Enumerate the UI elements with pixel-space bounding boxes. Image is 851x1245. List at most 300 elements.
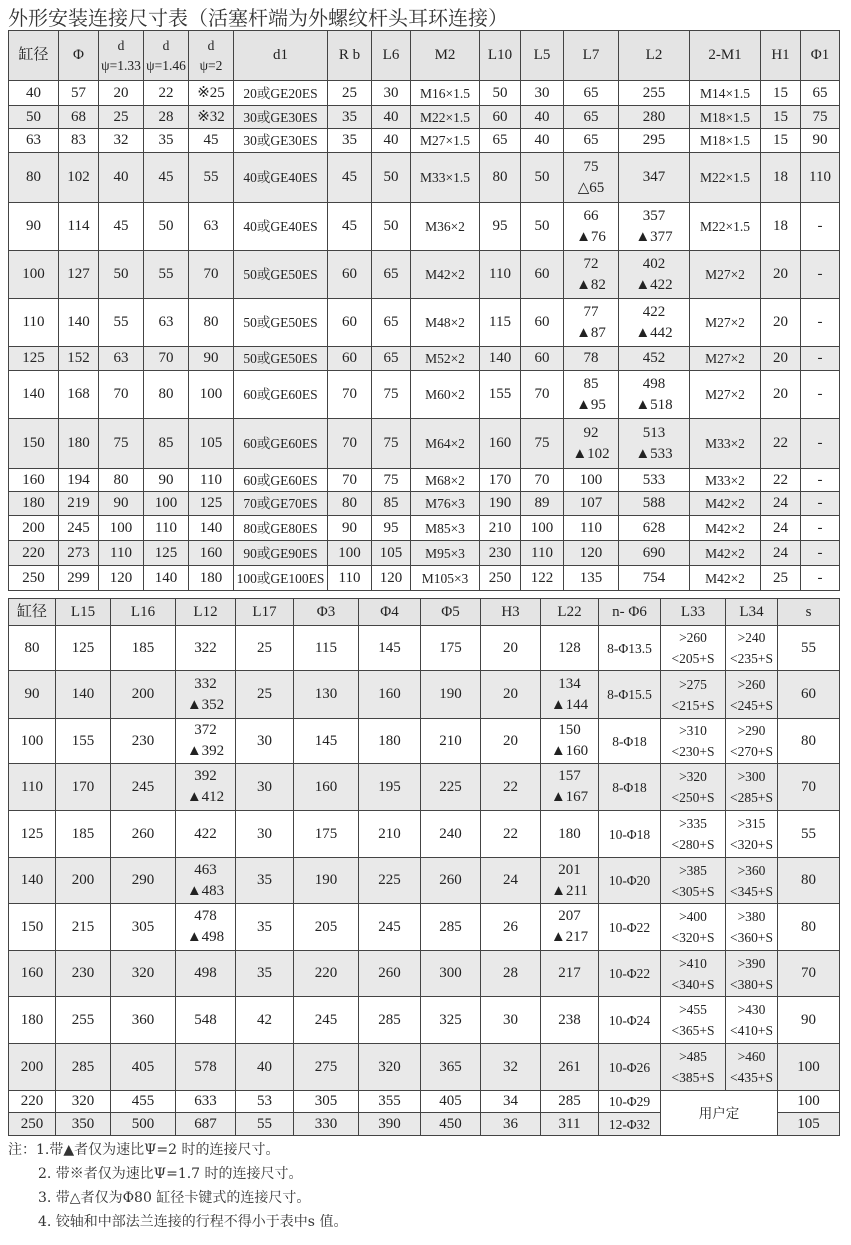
- table-cell: 140: [56, 671, 111, 719]
- table-cell: 40或GE40ES: [234, 153, 328, 203]
- table-cell: 28: [481, 951, 541, 997]
- table-cell: 194: [59, 469, 99, 492]
- table-cell: 8-Φ18: [599, 764, 661, 811]
- table-cell: 320: [56, 1091, 111, 1113]
- table-cell: 90: [328, 516, 372, 541]
- table-row: [9, 719, 840, 764]
- table-cell: 125: [9, 811, 56, 858]
- table-cell: >260 <205+S: [661, 626, 726, 671]
- column-header: L12: [176, 599, 236, 626]
- table-cell: >410 <340+S: [661, 951, 726, 997]
- table-cell: 285: [421, 904, 481, 951]
- table-cell: 85 ▲95: [564, 371, 619, 419]
- table-cell: 160: [9, 951, 56, 997]
- table-cell: 220: [9, 1091, 56, 1113]
- table-cell: 422: [176, 811, 236, 858]
- table-cell: >320 <250+S: [661, 764, 726, 811]
- table-cell: 57: [59, 81, 99, 106]
- table-cell: 10-Φ22: [599, 951, 661, 997]
- table-cell: 355: [359, 1091, 421, 1113]
- table-cell: 578: [176, 1044, 236, 1091]
- table-cell: 230: [111, 719, 176, 764]
- table-cell: 185: [56, 811, 111, 858]
- table-cell: 455: [111, 1091, 176, 1113]
- table-cell: 60: [480, 106, 521, 129]
- table-cell: 478 ▲498: [176, 904, 236, 951]
- table-cell: 60: [328, 347, 372, 371]
- table-cell: 25: [99, 106, 144, 129]
- table-cell: 372 ▲392: [176, 719, 236, 764]
- table-cell: 50或GE50ES: [234, 251, 328, 299]
- table-row: [9, 1044, 840, 1091]
- table-cell: >485 <385+S: [661, 1044, 726, 1091]
- table-cell: 68: [59, 106, 99, 129]
- table-cell: 175: [294, 811, 359, 858]
- column-header: M2: [411, 31, 480, 81]
- table-cell: 22: [761, 469, 801, 492]
- table-cell: 100: [778, 1091, 840, 1113]
- table-cell: 60: [521, 299, 564, 347]
- column-header: L22: [541, 599, 599, 626]
- table-cell: M27×1.5: [411, 129, 480, 153]
- table-cell: 60: [521, 347, 564, 371]
- table-cell: M33×2: [690, 419, 761, 469]
- table-cell: 70: [521, 371, 564, 419]
- table-cell: 240: [421, 811, 481, 858]
- table-cell: 250: [480, 566, 521, 591]
- table-cell: 77 ▲87: [564, 299, 619, 347]
- table-cell: 127: [59, 251, 99, 299]
- table-cell: 60: [521, 251, 564, 299]
- table-cell: 18: [761, 203, 801, 251]
- table-cell: 15: [761, 81, 801, 106]
- table-cell: -: [801, 541, 840, 566]
- table-cell: 110: [144, 516, 189, 541]
- table-cell: 205: [294, 904, 359, 951]
- table-cell: 55: [778, 811, 840, 858]
- table-cell: 422 ▲442: [619, 299, 690, 347]
- table-cell: 50: [521, 203, 564, 251]
- table-cell: 10-Φ22: [599, 904, 661, 951]
- table-cell: 305: [111, 904, 176, 951]
- table-cell: 122: [521, 566, 564, 591]
- column-header: Φ1: [801, 31, 840, 81]
- table-cell: 110: [99, 541, 144, 566]
- table-cell: 60或GE60ES: [234, 419, 328, 469]
- table-cell: 95: [372, 516, 411, 541]
- table-cell: 160: [294, 764, 359, 811]
- table-row: [9, 492, 840, 516]
- table-cell: 260: [111, 811, 176, 858]
- table-cell: 120: [564, 541, 619, 566]
- table-cell: 50: [372, 203, 411, 251]
- table-row: [9, 299, 840, 347]
- table-cell: 50: [372, 153, 411, 203]
- table-cell: >460 <435+S: [726, 1044, 778, 1091]
- table-cell: 70: [99, 371, 144, 419]
- column-header: d ψ=2: [189, 31, 234, 81]
- table-cell: 145: [294, 719, 359, 764]
- table-cell: >360 <345+S: [726, 858, 778, 904]
- table-cell: 150: [9, 419, 59, 469]
- table-cell: -: [801, 469, 840, 492]
- table-cell: 35: [328, 129, 372, 153]
- table-cell: 107: [564, 492, 619, 516]
- table-cell: 70: [778, 951, 840, 997]
- column-header: d1: [234, 31, 328, 81]
- table-cell: >400 <320+S: [661, 904, 726, 951]
- table-row: [9, 419, 840, 469]
- table-cell: 690: [619, 541, 690, 566]
- table-cell: 115: [480, 299, 521, 347]
- table-cell: 22: [481, 811, 541, 858]
- table-cell: 65: [480, 129, 521, 153]
- table-cell: -: [801, 371, 840, 419]
- table-cell: 320: [111, 951, 176, 997]
- column-header: R b: [328, 31, 372, 81]
- table-cell: 60或GE60ES: [234, 371, 328, 419]
- table-cell: 225: [359, 858, 421, 904]
- table-cell: 160: [480, 419, 521, 469]
- table-cell: 20: [99, 81, 144, 106]
- column-header: H3: [481, 599, 541, 626]
- table-row: [9, 1091, 840, 1113]
- table-cell: 83: [59, 129, 99, 153]
- table-cell: 125: [56, 626, 111, 671]
- table-cell: 210: [480, 516, 521, 541]
- table-cell: 452: [619, 347, 690, 371]
- table-cell: 200: [111, 671, 176, 719]
- table-row: [9, 858, 840, 904]
- table-cell: >300 <285+S: [726, 764, 778, 811]
- table-cell: 125: [9, 347, 59, 371]
- table-row: [9, 347, 840, 371]
- column-header: L15: [56, 599, 111, 626]
- table-cell: 45: [328, 203, 372, 251]
- table-cell: 105: [372, 541, 411, 566]
- table-cell: 20: [481, 719, 541, 764]
- table-cell: M22×1.5: [411, 106, 480, 129]
- table-row: [9, 997, 840, 1044]
- table-cell: 110: [328, 566, 372, 591]
- table-cell: 325: [421, 997, 481, 1044]
- table-cell: 160: [359, 671, 421, 719]
- table-cell: 140: [9, 371, 59, 419]
- table-cell: 207 ▲217: [541, 904, 599, 951]
- table-cell: 295: [619, 129, 690, 153]
- table-cell: 75: [801, 106, 840, 129]
- table-cell: 15: [761, 129, 801, 153]
- column-header: Φ3: [294, 599, 359, 626]
- table-cell: 72 ▲82: [564, 251, 619, 299]
- column-header: Φ4: [359, 599, 421, 626]
- table-cell: 60或GE60ES: [234, 469, 328, 492]
- table-cell: 75: [372, 371, 411, 419]
- table-cell: 用户定: [661, 1091, 778, 1136]
- table-cell: 20: [481, 626, 541, 671]
- table-row: [9, 81, 840, 106]
- table-cell: 55: [189, 153, 234, 203]
- table-cell: 100或GE100ES: [234, 566, 328, 591]
- table-cell: M36×2: [411, 203, 480, 251]
- table-cell: 260: [359, 951, 421, 997]
- table-cell: 24: [481, 858, 541, 904]
- table-cell: 45: [99, 203, 144, 251]
- table-cell: 130: [294, 671, 359, 719]
- table-cell: 100: [9, 251, 59, 299]
- table-cell: 150 ▲160: [541, 719, 599, 764]
- table-row: [9, 541, 840, 566]
- column-header: L5: [521, 31, 564, 81]
- table-cell: 390: [359, 1113, 421, 1136]
- table-cell: 145: [359, 626, 421, 671]
- table-cell: 152: [59, 347, 99, 371]
- table-cell: 175: [421, 626, 481, 671]
- table-cell: 180: [9, 997, 56, 1044]
- table-cell: 35: [144, 129, 189, 153]
- table-cell: 90: [801, 129, 840, 153]
- table-cell: 80: [189, 299, 234, 347]
- table-cell: M42×2: [690, 541, 761, 566]
- table-cell: 20: [761, 251, 801, 299]
- table-cell: 30: [236, 811, 294, 858]
- table-cell: 50或GE50ES: [234, 299, 328, 347]
- table-cell: 10-Φ18: [599, 811, 661, 858]
- table-cell: 360: [111, 997, 176, 1044]
- table-cell: >275 <215+S: [661, 671, 726, 719]
- table-cell: 80或GE80ES: [234, 516, 328, 541]
- table-cell: 450: [421, 1113, 481, 1136]
- table-cell: 53: [236, 1091, 294, 1113]
- table-cell: 285: [359, 997, 421, 1044]
- table-cell: 55: [236, 1113, 294, 1136]
- table-cell: 50: [99, 251, 144, 299]
- table-cell: 100: [328, 541, 372, 566]
- table-cell: 285: [56, 1044, 111, 1091]
- table-cell: ※25: [189, 81, 234, 106]
- table-cell: 110: [521, 541, 564, 566]
- table-cell: >385 <305+S: [661, 858, 726, 904]
- table-cell: 75: [372, 469, 411, 492]
- table-cell: 25: [236, 671, 294, 719]
- table-cell: M27×2: [690, 251, 761, 299]
- table-cell: M14×1.5: [690, 81, 761, 106]
- table-cell: 100: [778, 1044, 840, 1091]
- table-cell: 50: [480, 81, 521, 106]
- table-cell: >290 <270+S: [726, 719, 778, 764]
- table-cell: 299: [59, 566, 99, 591]
- column-header: d ψ=1.46: [144, 31, 189, 81]
- table-cell: 128: [541, 626, 599, 671]
- table-cell: 628: [619, 516, 690, 541]
- table-cell: M22×1.5: [690, 153, 761, 203]
- table-cell: 30或GE30ES: [234, 129, 328, 153]
- table-cell: 34: [481, 1091, 541, 1113]
- table-cell: 150: [9, 904, 56, 951]
- table-cell: 290: [111, 858, 176, 904]
- table-cell: 30: [236, 719, 294, 764]
- table-cell: 63: [189, 203, 234, 251]
- table-cell: 245: [294, 997, 359, 1044]
- table-cell: 140: [59, 299, 99, 347]
- table-cell: 40: [99, 153, 144, 203]
- table-cell: 45: [328, 153, 372, 203]
- header-row: [9, 31, 840, 81]
- table-cell: 92 ▲102: [564, 419, 619, 469]
- table-cell: 40: [521, 106, 564, 129]
- column-header: L33: [661, 599, 726, 626]
- table-cell: 402 ▲422: [619, 251, 690, 299]
- table-cell: 18: [761, 153, 801, 203]
- table-cell: 405: [421, 1091, 481, 1113]
- table-cell: 245: [359, 904, 421, 951]
- table-cell: M52×2: [411, 347, 480, 371]
- table-cell: 45: [144, 153, 189, 203]
- table-cell: 90: [778, 997, 840, 1044]
- table-cell: 65: [564, 106, 619, 129]
- table-cell: -: [801, 516, 840, 541]
- table-cell: 300: [421, 951, 481, 997]
- table-cell: 157 ▲167: [541, 764, 599, 811]
- table-cell: 89: [521, 492, 564, 516]
- table-cell: 32: [99, 129, 144, 153]
- table-cell: 24: [761, 541, 801, 566]
- table-cell: 95: [480, 203, 521, 251]
- table-cell: M48×2: [411, 299, 480, 347]
- table-cell: 8-Φ18: [599, 719, 661, 764]
- table-cell: 70: [778, 764, 840, 811]
- table-cell: 190: [421, 671, 481, 719]
- table-cell: M76×3: [411, 492, 480, 516]
- table-cell: 463 ▲483: [176, 858, 236, 904]
- table-cell: M42×2: [690, 492, 761, 516]
- column-header: L10: [480, 31, 521, 81]
- table-cell: 588: [619, 492, 690, 516]
- table-cell: 405: [111, 1044, 176, 1091]
- page-title: 外形安装连接尺寸表（活塞杆端为外螺纹杆头耳环连接）: [8, 6, 508, 30]
- table-cell: 90: [189, 347, 234, 371]
- table-cell: 100: [189, 371, 234, 419]
- table-row: [9, 153, 840, 203]
- table-cell: 35: [236, 858, 294, 904]
- table-cell: 170: [56, 764, 111, 811]
- table-cell: >455 <365+S: [661, 997, 726, 1044]
- table-cell: 347: [619, 153, 690, 203]
- table-cell: 75: [372, 419, 411, 469]
- table-cell: 498: [176, 951, 236, 997]
- table-cell: 90: [144, 469, 189, 492]
- column-header: L7: [564, 31, 619, 81]
- table-cell: 75 △65: [564, 153, 619, 203]
- table-cell: 80: [9, 153, 59, 203]
- note-2: 2. 带※者仅为速比Ψ=1.7 时的连接尺寸。: [38, 1166, 303, 1182]
- table-cell: 140: [144, 566, 189, 591]
- table-row: [9, 811, 840, 858]
- table-cell: 332 ▲352: [176, 671, 236, 719]
- table-cell: M95×3: [411, 541, 480, 566]
- table-cell: 273: [59, 541, 99, 566]
- table-cell: 80: [328, 492, 372, 516]
- table-cell: 200: [56, 858, 111, 904]
- table-cell: 63: [144, 299, 189, 347]
- table-cell: 75: [99, 419, 144, 469]
- table-cell: 35: [328, 106, 372, 129]
- table-cell: 185: [111, 626, 176, 671]
- table-cell: 70或GE70ES: [234, 492, 328, 516]
- table-cell: 100: [9, 719, 56, 764]
- table-row: [9, 566, 840, 591]
- dimension-table-1: [8, 30, 840, 591]
- table-cell: 280: [619, 106, 690, 129]
- table-cell: 100: [144, 492, 189, 516]
- table-cell: 12-Φ32: [599, 1113, 661, 1136]
- table-cell: 275: [294, 1044, 359, 1091]
- table-cell: 100: [564, 469, 619, 492]
- table-cell: 230: [56, 951, 111, 997]
- table-cell: 160: [189, 541, 234, 566]
- table-cell: 80: [99, 469, 144, 492]
- table-cell: 105: [778, 1113, 840, 1136]
- table-cell: 66 ▲76: [564, 203, 619, 251]
- table-cell: ※32: [189, 106, 234, 129]
- table-cell: 180: [189, 566, 234, 591]
- table-cell: 24: [761, 492, 801, 516]
- table-row: [9, 516, 840, 541]
- table-cell: 134 ▲144: [541, 671, 599, 719]
- header-row: [9, 599, 840, 626]
- table-cell: 45: [189, 129, 234, 153]
- table-cell: 65: [372, 347, 411, 371]
- table-cell: 217: [541, 951, 599, 997]
- table-cell: 255: [56, 997, 111, 1044]
- table-cell: 498 ▲518: [619, 371, 690, 419]
- table-row: [9, 251, 840, 299]
- table-cell: 20: [761, 347, 801, 371]
- column-header: s: [778, 599, 840, 626]
- note-1: 注：1.带▲者仅为速比Ψ=2 时的连接尺寸。: [8, 1142, 280, 1158]
- table-cell: 78: [564, 347, 619, 371]
- table-cell: 201 ▲211: [541, 858, 599, 904]
- table-cell: 65: [801, 81, 840, 106]
- table-row: [9, 203, 840, 251]
- table-cell: 30: [236, 764, 294, 811]
- table-cell: 36: [481, 1113, 541, 1136]
- table-cell: 255: [619, 81, 690, 106]
- column-header: 缸径: [9, 31, 59, 81]
- notes: [8, 1138, 347, 1234]
- table-cell: 22: [481, 764, 541, 811]
- table-cell: 320: [359, 1044, 421, 1091]
- table-cell: 110: [480, 251, 521, 299]
- table-cell: 125: [144, 541, 189, 566]
- table-cell: 55: [99, 299, 144, 347]
- table-cell: 180: [541, 811, 599, 858]
- table-cell: 70: [144, 347, 189, 371]
- column-header: H1: [761, 31, 801, 81]
- table-cell: 30: [521, 81, 564, 106]
- table-cell: 238: [541, 997, 599, 1044]
- table-cell: 10-Φ24: [599, 997, 661, 1044]
- table-cell: 219: [59, 492, 99, 516]
- table-cell: M85×3: [411, 516, 480, 541]
- table-cell: 311: [541, 1113, 599, 1136]
- table-cell: M27×2: [690, 299, 761, 347]
- table-cell: 180: [59, 419, 99, 469]
- table-cell: 110: [9, 764, 56, 811]
- table-cell: 305: [294, 1091, 359, 1113]
- table-cell: 50: [144, 203, 189, 251]
- table-cell: 160: [9, 469, 59, 492]
